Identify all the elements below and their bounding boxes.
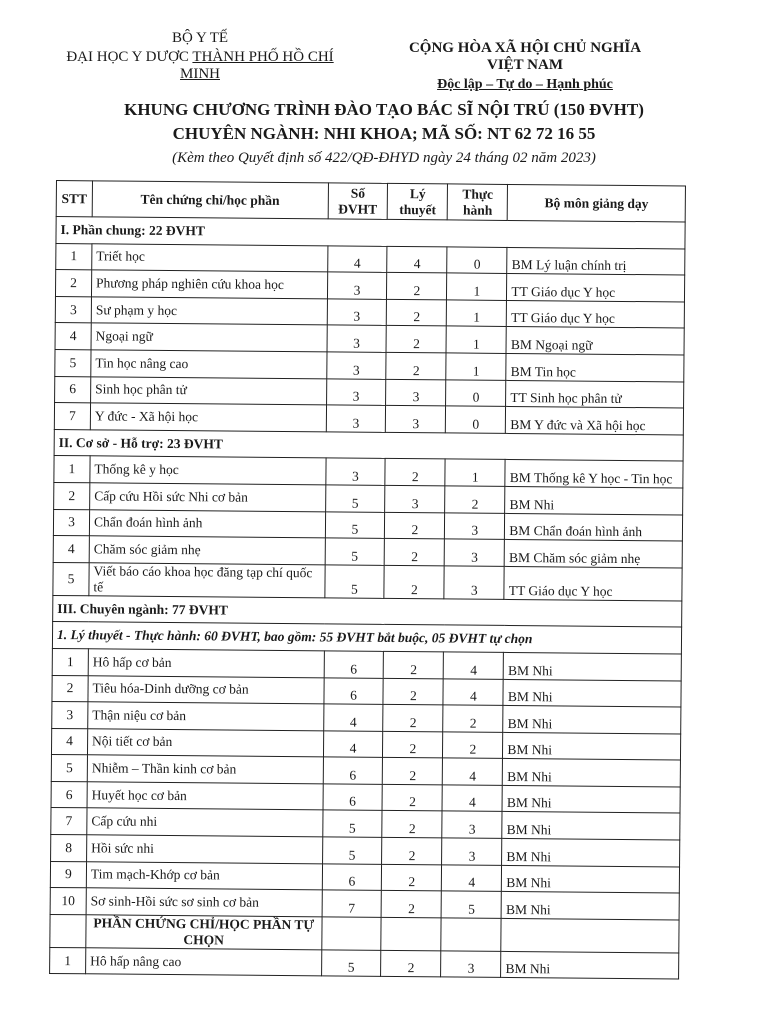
cell-practice: 1 [446,326,506,353]
optional-section-row [50,914,679,952]
cell-name: Triết học [92,243,328,272]
cell-department: BM Nhi [503,732,681,760]
cell-dvht: 3 [327,272,387,299]
ministry-name: BỘ Y TẾ [171,30,229,46]
cell-stt: 1 [56,243,92,270]
cell-stt: 1 [52,648,88,675]
cell-stt: 1 [50,947,86,974]
cell-practice: 0 [446,406,506,433]
cell-department: BM Nhi [503,706,681,734]
cell-practice: 3 [445,539,505,566]
cell-name: Hô hấp nâng cao [86,948,322,977]
cell-stt: 6 [51,781,87,808]
cell-name: Chẩn đoán hình ảnh [89,509,325,538]
cell-practice: 4 [443,758,503,785]
cell-name: Phương pháp nghiên cứu khoa học [91,270,327,299]
cell-theory: 2 [385,539,445,566]
cell-theory: 3 [386,379,446,406]
cell-name: Tiêu hóa-Dinh dưỡng cơ bản [88,675,324,704]
cell-dvht: 3 [327,299,387,326]
cell-dvht: 6 [324,651,384,678]
cell-dvht: 5 [325,538,385,565]
cell-name: Thận niệu cơ bản [88,702,324,731]
section-title: II. Cơ sở - Hỗ trợ: 23 ĐVHT [54,429,683,461]
cell-department: BM Ngoại ngữ [506,327,684,355]
cell-theory: 2 [383,678,443,705]
cell-name: Y đức - Xã hội học [90,403,326,432]
cell-stt: 3 [52,702,88,729]
cell-department: BM Nhi [504,652,682,680]
cell-practice: 4 [443,678,503,705]
cell-name: Hô hấp cơ bản [88,649,324,678]
cell-department: BM Nhi [502,838,680,866]
table-row [53,562,682,600]
cell-practice: 1 [447,273,507,300]
table-row [50,947,679,979]
cell-theory: 2 [382,811,442,838]
optional-section-title: PHẦN CHỨNG CHỈ/HỌC PHẦN TỰ CHỌN [86,915,322,950]
cell-name: Tin học nâng cao [91,350,327,379]
header-dvht: Số ĐVHT [328,183,388,220]
cell-theory: 2 [385,512,445,539]
cell-name: Tim mạch-Khớp cơ bản [86,861,322,890]
cell-stt: 5 [53,562,89,595]
cell-stt: 3 [55,296,91,323]
cell-stt: 2 [54,482,90,509]
curriculum-table [49,180,686,980]
cell-department: BM Nhi [502,785,680,813]
cell-stt: 3 [53,509,89,536]
cell-theory: 2 [382,891,442,918]
cell-department: BM Nhi [505,486,683,514]
cell-theory: 2 [383,704,443,731]
decision-reference: (Kèm theo Quyết định số 422/QĐ-ĐHYD ngày 24 tháng 02 năm 2023) [172,150,596,166]
cell-practice: 2 [445,486,505,513]
country-name: CỘNG HÒA XÃ HỘI CHỦ NGHĨA VIỆT NAM [408,40,642,73]
cell-practice: 2 [443,705,503,732]
cell-name: Nhiễm – Thần kinh cơ bản [87,755,323,784]
cell-dvht: 5 [324,565,384,599]
cell-stt: 5 [51,755,87,782]
cell-department: BM Chăm sóc giảm nhẹ [504,540,682,568]
cell-practice: 3 [444,566,504,600]
cell-practice: 4 [442,785,502,812]
cell-dvht: 3 [327,325,387,352]
cell-practice: 1 [445,459,505,486]
cell-name: Sinh học phân tử [91,376,327,405]
cell-theory: 2 [382,837,442,864]
cell-theory: 2 [386,352,446,379]
cell-department: BM Nhi [501,892,679,920]
document-title: KHUNG CHƯƠNG TRÌNH ĐÀO TẠO BÁC SĨ NỘI TRÚ (150 ĐVHT) [124,100,644,119]
cell-dvht: 5 [325,485,385,512]
cell-theory: 4 [387,246,447,273]
cell-department: BM Tin học [506,353,684,381]
cell-name: Cấp cứu nhi [87,808,323,837]
cell-practice: 0 [446,379,506,406]
cell-practice: 2 [443,732,503,759]
cell-name: Chăm sóc giảm nhẹ [89,536,325,565]
cell-stt: 5 [55,349,91,376]
cell-department: BM Thống kê Y học - Tin học [505,460,683,488]
cell-dvht: 4 [327,245,387,272]
cell-department: BM Nhi [501,951,679,979]
cell-practice: 4 [442,865,502,892]
cell-theory: 2 [381,950,441,977]
cell-theory: 2 [386,326,446,353]
cell-stt: 4 [53,536,89,563]
cell-stt: 6 [55,376,91,403]
section-title: 1. Lý thuyết - Thực hành: 60 ĐVHT, bao gồm: 55 ĐVHT bắt buộc, 05 ĐVHT tự chọn [52,622,681,654]
cell-stt: 10 [50,888,86,915]
cell-stt: 7 [54,403,90,430]
table-header-row [56,181,685,222]
cell-theory: 2 [382,864,442,891]
section-title: III. Chuyên ngành: 77 ĐVHT [53,595,682,627]
cell-dvht: 3 [325,458,385,485]
cell-theory: 2 [382,784,442,811]
cell-dvht: 3 [326,352,386,379]
cell-dvht: 6 [323,677,383,704]
header-department: Bộ môn giảng dạy [508,184,686,222]
header-theory: Lý thuyết [388,183,448,220]
header-name: Tên chứng chỉ/học phần [92,181,328,219]
cell-stt: 2 [55,270,91,297]
cell-department: BM Chẩn đoán hình ảnh [505,513,683,541]
cell-department: TT Sinh học phân tử [506,380,684,408]
cell-name: Hồi sức nhi [87,835,323,864]
cell-practice: 0 [447,247,507,274]
cell-name: Ngoại ngữ [91,323,327,352]
cell-dvht: 5 [322,810,382,837]
cell-department: TT Giáo dục Y học [507,300,685,328]
document-subtitle: CHUYÊN NGÀNH: NHI KHOA; MÃ SỐ: NT 62 72 16 55 [172,124,596,143]
cell-practice: 5 [441,891,501,918]
cell-stt: 4 [55,323,91,350]
cell-practice: 3 [442,811,502,838]
cell-practice: 4 [444,652,504,679]
cell-dvht: 5 [325,511,385,538]
cell-theory: 2 [384,565,444,599]
ministry-header [60,30,340,83]
national-motto: Độc lập – Tự do – Hạnh phúc [437,77,613,92]
header-stt: STT [56,181,92,217]
cell-stt: 8 [51,835,87,862]
cell-theory: 2 [387,273,447,300]
cell-dvht: 5 [321,950,381,977]
cell-stt: 4 [51,728,87,755]
cell-theory: 2 [387,299,447,326]
cell-dvht: 6 [322,864,382,891]
cell-department: BM Nhi [502,812,680,840]
cell-name: Cấp cứu Hồi sức Nhi cơ bản [90,483,326,512]
cell-practice: 1 [446,353,506,380]
cell-dvht: 4 [323,731,383,758]
cell-dvht: 5 [322,837,382,864]
cell-practice: 1 [447,300,507,327]
cell-department: BM Nhi [503,759,681,787]
cell-department: TT Giáo dục Y học [504,566,682,601]
national-header [400,40,650,93]
cell-practice: 3 [445,512,505,539]
cell-stt: 7 [51,808,87,835]
table-body [50,217,686,980]
cell-theory: 3 [386,406,446,433]
cell-name: Huyết học cơ bản [87,782,323,811]
section-title: I. Phần chung: 22 ĐVHT [56,217,685,249]
cell-department: BM Nhi [503,679,681,707]
cell-theory: 2 [383,731,443,758]
cell-theory: 2 [385,459,445,486]
cell-dvht: 6 [323,757,383,784]
cell-stt: 1 [54,456,90,483]
cell-department: BM Lý luận chính trị [507,247,685,275]
cell-practice: 3 [441,951,501,978]
cell-dvht: 6 [323,784,383,811]
cell-dvht: 3 [326,378,386,405]
cell-theory: 3 [385,485,445,512]
cell-name: Thống kê y học [90,456,326,485]
cell-department: BM Y đức và Xã hội học [506,407,684,435]
cell-name: Nội tiết cơ bản [87,728,323,757]
cell-department: BM Nhi [502,865,680,893]
cell-name: Sơ sinh-Hồi sức sơ sinh cơ bản [86,888,322,917]
cell-name: Viết báo cáo khoa học đăng tạp chí quốc tế [89,563,325,598]
cell-theory: 2 [384,651,444,678]
header-practice: Thực hành [448,184,508,221]
cell-dvht: 3 [326,405,386,432]
cell-stt: 2 [52,675,88,702]
cell-name: Sư phạm y học [91,297,327,326]
cell-dvht: 7 [322,890,382,917]
cell-stt: 9 [50,861,86,888]
cell-practice: 3 [442,838,502,865]
cell-department: TT Giáo dục Y học [507,274,685,302]
cell-theory: 2 [383,758,443,785]
university-name: ĐẠI HỌC Y DƯỢC THÀNH PHỐ HỒ CHÍ MINH [66,49,334,82]
cell-dvht: 4 [323,704,383,731]
